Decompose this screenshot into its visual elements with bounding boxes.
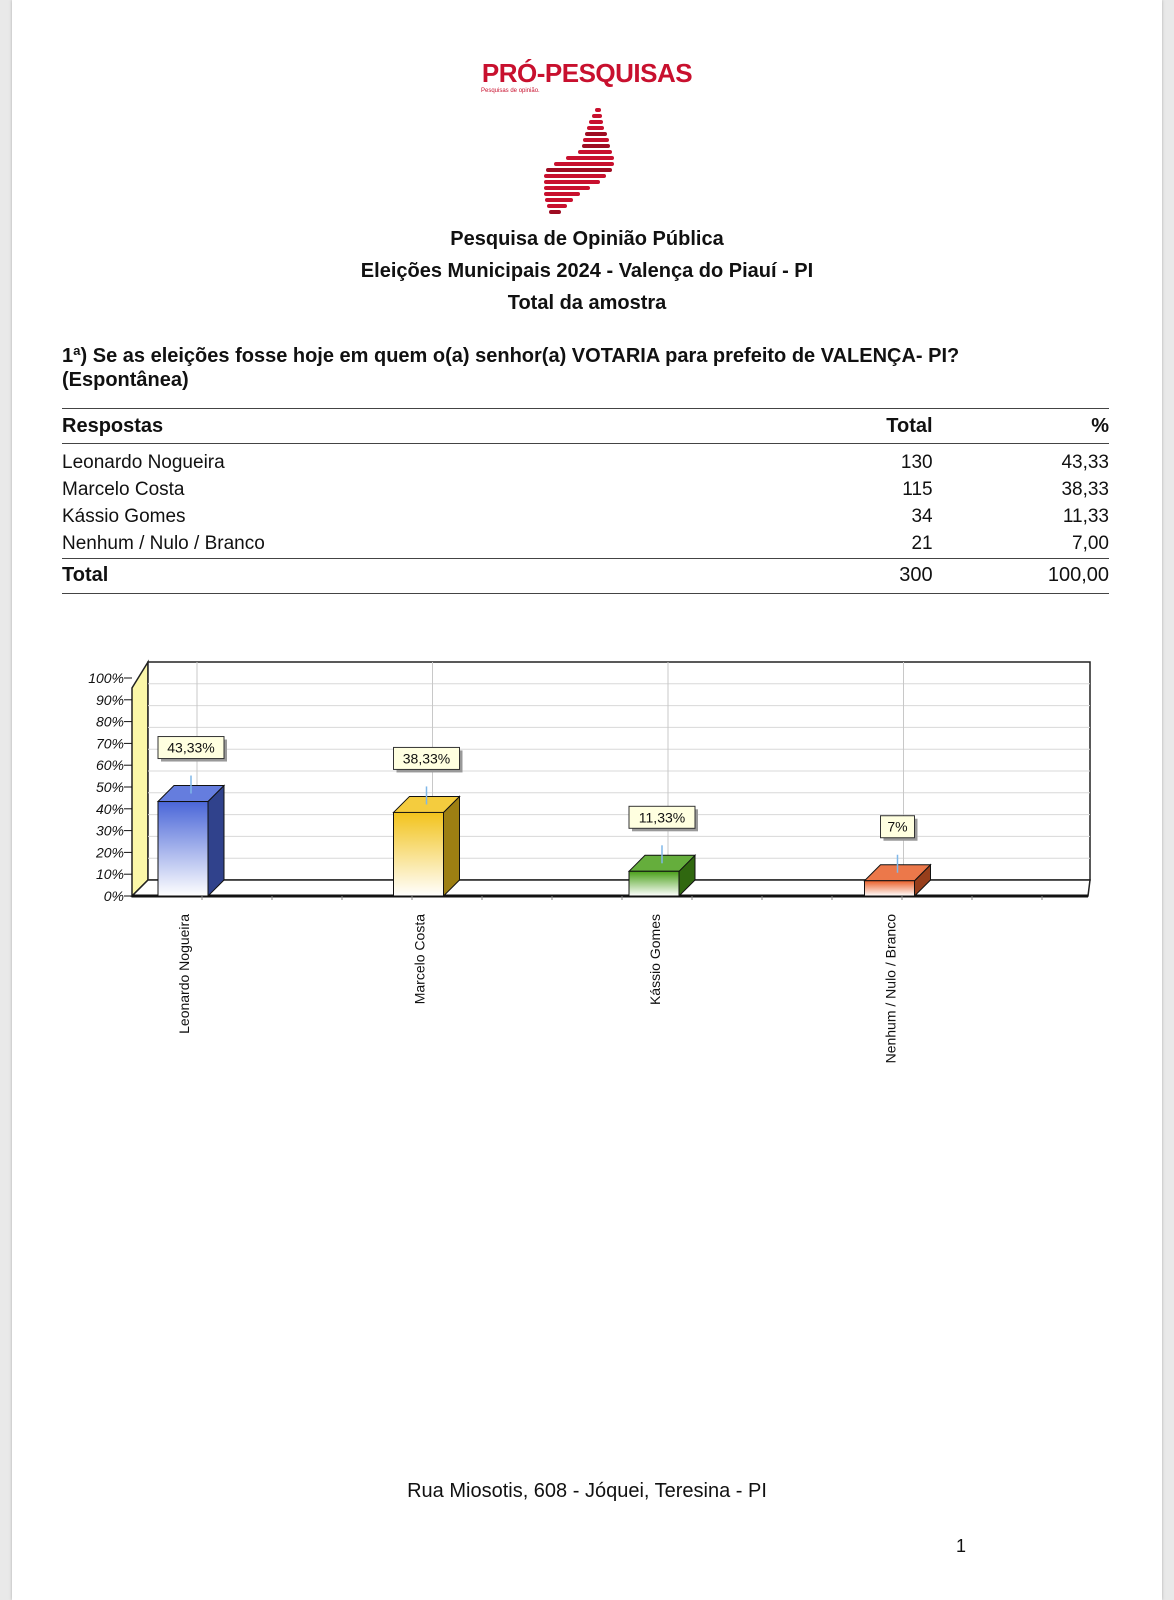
table-row [62, 450, 1109, 477]
question-mode: (Espontânea) [62, 369, 189, 391]
bar [865, 881, 915, 896]
y-tick-label: 70% [95, 735, 124, 752]
percent-cell: 7,00 [1072, 533, 1109, 554]
results-bar-chart [72, 658, 1102, 1098]
total-cell: 115 [902, 479, 933, 500]
y-tick-label: 20% [95, 844, 124, 861]
table-total-row [62, 558, 1109, 593]
bar-side [444, 796, 460, 896]
bar [394, 812, 444, 896]
table-row [62, 477, 1109, 504]
brand-tagline: Pesquisas de opinião. [481, 88, 540, 94]
col-header-percent: % [1091, 414, 1109, 437]
y-tick-label: 50% [95, 779, 124, 795]
total-cell: 21 [911, 533, 933, 554]
y-tick-label: 90% [95, 691, 124, 708]
report-title: Pesquisa de Opinião Pública [450, 228, 724, 250]
col-header-respostas: Respostas [62, 414, 164, 437]
y-tick-label: 10% [95, 866, 124, 883]
page-number: 1 [956, 1536, 967, 1556]
data-label: 7% [887, 818, 908, 835]
table-header-row [62, 409, 1109, 444]
question-line: 1ª) Se as eleições fosse hoje em quem o(a) senhor(a) VOTARIA para prefeito de VALENÇA- PI? [62, 345, 960, 367]
total-cell: 130 [900, 452, 933, 473]
col-header-total: Total [886, 414, 933, 437]
question-text [62, 344, 1112, 392]
chart-floor [132, 880, 1090, 896]
answer-cell: Nenhum / Nulo / Branco [62, 533, 265, 554]
y-tick-label: 100% [88, 670, 124, 686]
percent-cell: 38,33 [1061, 479, 1109, 500]
bar [158, 802, 208, 896]
data-label: 43,33% [167, 739, 215, 756]
x-tick-label: Kássio Gomes [647, 914, 663, 1006]
x-tick-label: Nenhum / Nulo / Branco [882, 914, 899, 1064]
table-row [62, 531, 1109, 559]
total-label: Total [62, 564, 109, 586]
y-tick-label: 0% [103, 888, 124, 904]
bar-side [208, 786, 224, 896]
bar [629, 871, 679, 896]
percent-cell: 43,33 [1061, 452, 1109, 473]
x-tick-label: Leonardo Nogueira [176, 914, 192, 1034]
answer-cell: Marcelo Costa [62, 479, 185, 500]
y-tick-label: 60% [95, 757, 124, 774]
x-tick-label: Marcelo Costa [411, 914, 428, 1005]
piaui-map-logo [532, 108, 622, 220]
report-subtitle: Eleições Municipais 2024 - Valença do Piauí - PI [360, 260, 814, 282]
answer-cell: Leonardo Nogueira [62, 452, 225, 473]
y-tick-label: 40% [95, 800, 124, 817]
report-page [12, 0, 1162, 1600]
data-label: 11,33% [638, 809, 686, 826]
table-row [62, 504, 1109, 531]
footer-address: Rua Miosotis, 608 - Jóquei, Teresina - PI [407, 1480, 767, 1502]
answer-cell: Kássio Gomes [62, 506, 186, 527]
total-count: 300 [899, 564, 933, 586]
brand-logo-text: PRÓ-PESQUISAS [481, 58, 693, 88]
data-label: 38,33% [402, 750, 451, 767]
y-tick-label: 30% [95, 822, 124, 839]
sample-label: Total da amostra [507, 292, 667, 314]
total-cell: 34 [911, 506, 933, 527]
y-tick-label: 80% [95, 713, 124, 730]
results-table [62, 408, 1109, 594]
left-wall [132, 662, 148, 896]
total-percent: 100,00 [1047, 564, 1109, 586]
percent-cell: 11,33 [1062, 506, 1109, 527]
